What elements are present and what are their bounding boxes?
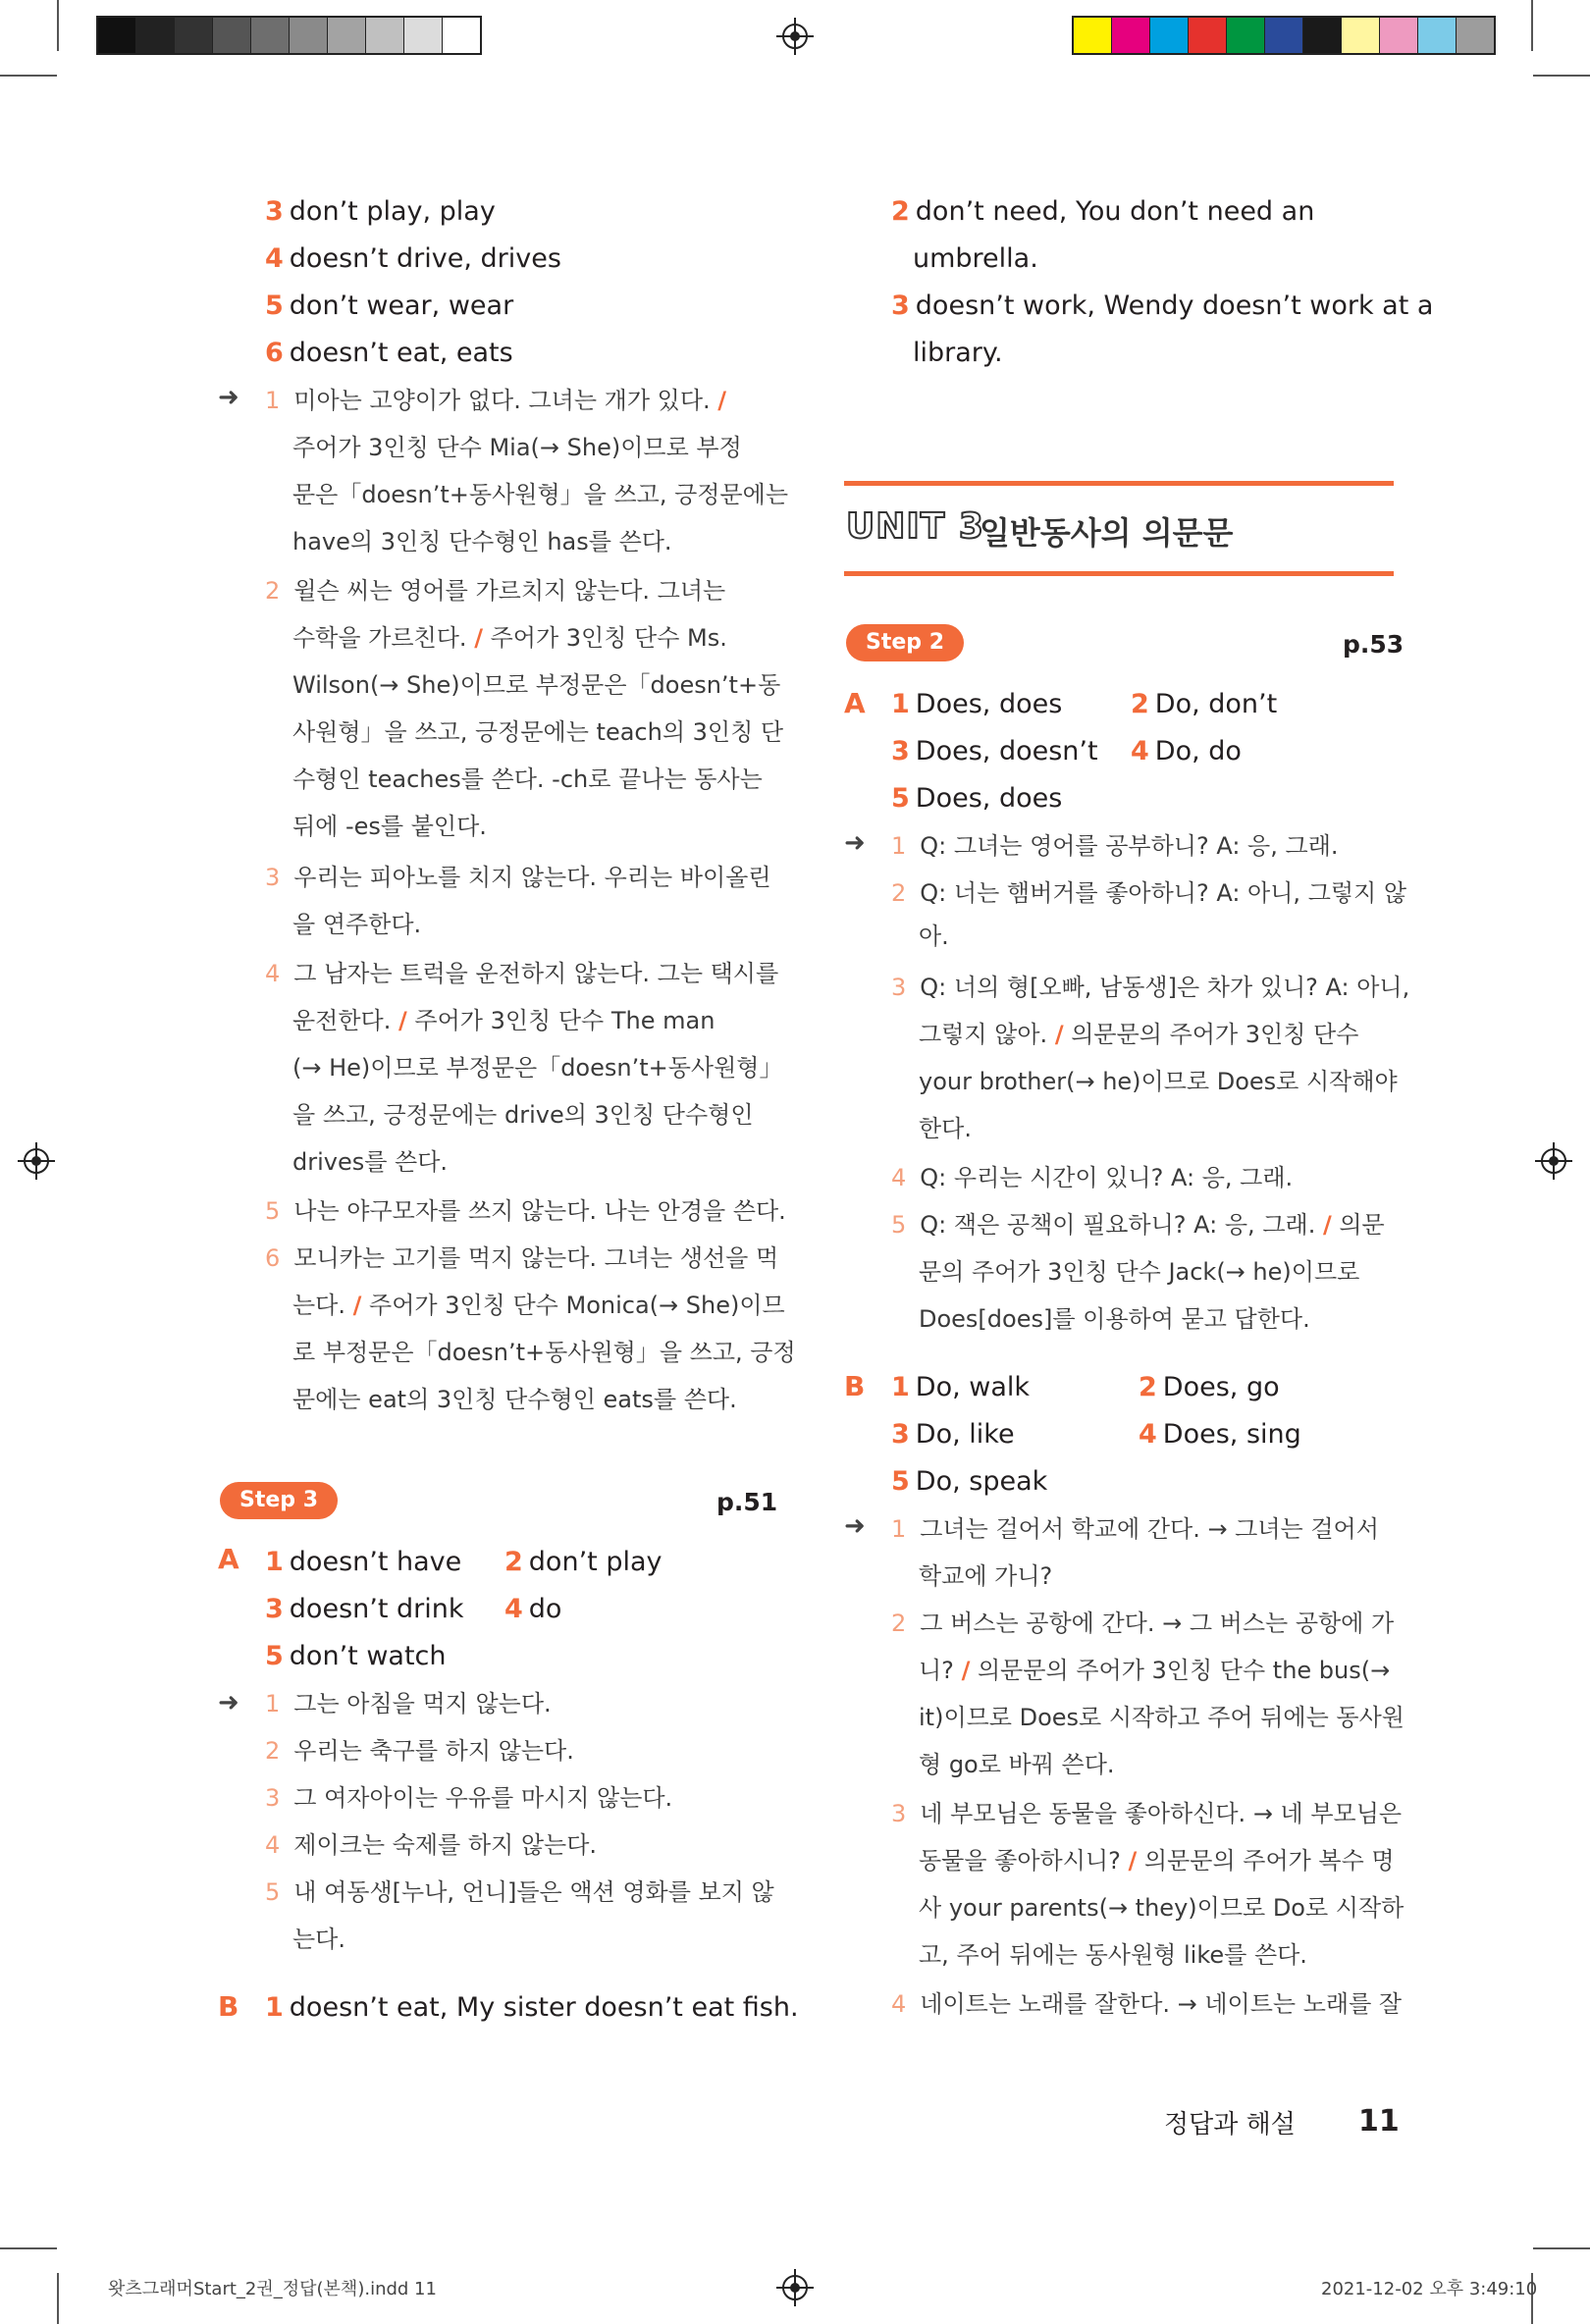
print-timestamp: 2021-12-02 오후 3:49:10 — [1321, 2279, 1538, 2299]
answer-line: 3 don’t play, play — [265, 196, 496, 227]
answer-line: 1 Does, does — [891, 689, 1063, 719]
color-swatch — [290, 18, 328, 53]
page-reference: p.53 — [1343, 630, 1404, 659]
answer-line: 4 Does, sing — [1139, 1419, 1301, 1450]
answer-line: 5 Do, speak — [891, 1466, 1048, 1497]
explanation-line: 1 Q: 그녀는 영어를 공부하니? A: 응, 그래. — [891, 832, 1339, 860]
explanation-arrow-icon: ➜ — [218, 383, 239, 412]
section-letter: B — [844, 1370, 866, 1402]
explanation-line: 한다. — [919, 1115, 972, 1142]
color-swatch — [1342, 18, 1380, 53]
explanation-line: 1 그녀는 걸어서 학교에 간다. → 그녀는 걸어서 — [891, 1515, 1379, 1543]
explanation-line: 4 그 남자는 트럭을 운전하지 않는다. 그는 택시를 — [265, 960, 779, 987]
explanation-line: 고, 주어 뒤에는 동사원형 like를 쓴다. — [919, 1941, 1307, 1969]
color-swatch — [136, 18, 175, 53]
answer-line: 3 Do, like — [891, 1419, 1015, 1450]
answer-line: 2 Do, don’t — [1131, 689, 1278, 719]
answer-line: library. — [913, 338, 1003, 368]
explanation-line: 문은「doesn’t+동사원형」을 쓰고, 긍정문에는 — [292, 481, 789, 508]
color-swatch — [1189, 18, 1227, 53]
explanation-line: (→ He)이므로 부정문은「doesn’t+동사원형」 — [292, 1054, 783, 1082]
color-swatch — [1303, 18, 1342, 53]
explanation-line: 아. — [919, 923, 949, 950]
slash-mark: / — [717, 387, 727, 414]
explanation-line: 을 쓰고, 긍정문에는 drive의 3인칭 단수형인 — [292, 1101, 754, 1129]
explanation-line: 학교에 가니? — [919, 1562, 1053, 1590]
step-badge: Step 3 — [220, 1482, 338, 1519]
explanation-line: 1 미아는 고양이가 없다. 그녀는 개가 있다. / — [265, 387, 727, 414]
answer-line: 2 Does, go — [1139, 1372, 1280, 1402]
color-swatch — [366, 18, 404, 53]
answer-line: 1 doesn’t have — [265, 1547, 462, 1577]
answer-line: 4 doesn’t drive, drives — [265, 243, 561, 274]
color-swatch — [328, 18, 366, 53]
explanation-line: Does[does]를 이용하여 묻고 답한다. — [919, 1305, 1310, 1333]
answer-line: umbrella. — [913, 243, 1038, 274]
explanation-arrow-icon: ➜ — [218, 1688, 239, 1717]
explanation-arrow-icon: ➜ — [844, 828, 866, 858]
color-swatch — [404, 18, 443, 53]
section-letter: A — [218, 1543, 239, 1575]
section-letter: B — [218, 1990, 239, 2023]
explanation-line: 4 제이크는 숙제를 하지 않는다. — [265, 1831, 598, 1859]
explanation-line: have의 3인칭 단수형인 has를 쓴다. — [292, 528, 672, 555]
explanation-line: Wilson(→ She)이므로 부정문은「doesn’t+동 — [292, 671, 781, 699]
answer-line: 5 don’t watch — [265, 1641, 447, 1671]
explanation-line: 2 그 버스는 공항에 간다. → 그 버스는 공항에 가 — [891, 1610, 1395, 1637]
explanation-line: 1 그는 아침을 먹지 않는다. — [265, 1690, 552, 1717]
explanation-line: 3 네 부모님은 동물을 좋아하신다. → 네 부모님은 — [891, 1800, 1403, 1827]
explanation-line: 4 Q: 우리는 시간이 있니? A: 응, 그래. — [891, 1164, 1294, 1191]
step-badge: Step 2 — [846, 624, 964, 661]
unit-bottom-rule — [844, 571, 1394, 576]
explanation-line: 2 윌슨 씨는 영어를 가르치지 않는다. 그녀는 — [265, 577, 726, 605]
process-color-bar — [1072, 16, 1496, 55]
color-swatch — [251, 18, 290, 53]
answer-line: 5 Does, does — [891, 783, 1063, 814]
explanation-line: 2 Q: 너는 햄버거를 좋아하니? A: 아니, 그렇지 않 — [891, 879, 1407, 907]
answer-line: 4 do — [504, 1594, 562, 1624]
answer-line: 4 Do, do — [1131, 736, 1242, 766]
explanation-line: 니? / 의문문의 주어가 3인칭 단수 the bus(→ — [919, 1657, 1391, 1684]
color-swatch — [1457, 18, 1494, 53]
answer-line: 3 doesn’t work, Wendy doesn’t work at a — [891, 290, 1434, 321]
explanation-line: 문에는 eat의 3인칭 단수형인 eats를 쓴다. — [292, 1386, 737, 1413]
explanation-line: 동물을 좋아하시니? / 의문문의 주어가 복수 명 — [919, 1847, 1395, 1875]
explanation-line: 사원형」을 쓰고, 긍정문에는 teach의 3인칭 단 — [292, 718, 784, 746]
answer-line: 5 don’t wear, wear — [265, 290, 514, 321]
explanation-line: 4 네이트는 노래를 잘한다. → 네이트는 노래를 잘 — [891, 1990, 1403, 2018]
explanation-line: 문의 주어가 3인칭 단수 Jack(→ he)이므로 — [919, 1258, 1360, 1286]
color-swatch — [98, 18, 136, 53]
color-swatch — [213, 18, 251, 53]
explanation-line: 수형인 teaches를 쓴다. -ch로 끝나는 동사는 — [292, 766, 763, 793]
explanation-line: it)이므로 Does로 시작하고 주어 뒤에는 동사원 — [919, 1704, 1404, 1731]
explanation-line: 수학을 가르친다. / 주어가 3인칭 단수 Ms. — [292, 624, 727, 652]
grayscale-color-bar — [96, 16, 482, 55]
answer-line: 3 doesn’t drink — [265, 1594, 464, 1624]
registration-mark-icon — [1541, 1148, 1566, 1174]
explanation-line: 는다. / 주어가 3인칭 단수 Monica(→ She)이므 — [292, 1292, 785, 1319]
unit-top-rule — [844, 481, 1394, 486]
explanation-line: drives를 쓴다. — [292, 1148, 449, 1176]
color-swatch — [443, 18, 480, 53]
registration-mark-icon — [24, 1148, 49, 1174]
explanation-line: 3 Q: 너의 형[오빠, 남동생]은 차가 있니? A: 아니, — [891, 974, 1410, 1001]
explanation-line: 을 연주한다. — [292, 911, 422, 938]
answer-line: 2 don’t play — [504, 1547, 662, 1577]
answer-line: 3 Does, doesn’t — [891, 736, 1098, 766]
color-swatch — [1112, 18, 1150, 53]
color-swatch — [1380, 18, 1418, 53]
print-file-name: 왓츠그래머Start_2권_정답(본책).indd 11 — [108, 2279, 437, 2299]
explanation-line: 6 모니카는 고기를 먹지 않는다. 그녀는 생선을 먹 — [265, 1244, 779, 1272]
explanation-line: 는다. — [292, 1926, 345, 1953]
registration-mark-icon — [782, 24, 808, 49]
explanation-line: your brother(→ he)이므로 Does로 시작해야 — [919, 1068, 1398, 1095]
explanation-line: 5 Q: 잭은 공책이 필요하니? A: 응, 그래. / 의문 — [891, 1211, 1385, 1239]
explanation-line: 2 우리는 축구를 하지 않는다. — [265, 1737, 574, 1765]
explanation-line: 3 우리는 피아노를 치지 않는다. 우리는 바이올린 — [265, 864, 771, 891]
color-swatch — [1265, 18, 1303, 53]
color-swatch — [1227, 18, 1265, 53]
explanation-line: 사 your parents(→ they)이므로 Do로 시작하 — [919, 1894, 1404, 1922]
color-swatch — [1150, 18, 1189, 53]
explanation-line: 5 내 여동생[누나, 언니]들은 액션 영화를 보지 않 — [265, 1878, 774, 1906]
answer-line: 6 doesn’t eat, eats — [265, 338, 513, 368]
answer-line: 1 Do, walk — [891, 1372, 1031, 1402]
explanation-line: 형 go로 바꿔 쓴다. — [919, 1751, 1115, 1778]
color-swatch — [1074, 18, 1112, 53]
explanation-line: 3 그 여자아이는 우유를 마시지 않는다. — [265, 1784, 673, 1812]
answer-line: 1 doesn’t eat, My sister doesn’t eat fish. — [265, 1992, 799, 2023]
registration-mark-icon — [782, 2275, 808, 2300]
page-reference: p.51 — [716, 1488, 778, 1516]
page-number: 11 — [1358, 2104, 1400, 2139]
section-letter: A — [844, 687, 866, 719]
color-swatch — [1418, 18, 1457, 53]
page-footer-label: 정답과 해설 — [1164, 2110, 1296, 2139]
answer-line: 2 don’t need, You don’t need an — [891, 196, 1315, 227]
unit-title: 일반동사의 의문문 — [980, 514, 1234, 552]
explanation-arrow-icon: ➜ — [844, 1511, 866, 1541]
explanation-line: 주어가 3인칭 단수 Mia(→ She)이므로 부정 — [292, 434, 742, 461]
explanation-line: 로 부정문은「doesn’t+동사원형」을 쓰고, 긍정 — [292, 1339, 796, 1366]
explanation-line: 뒤에 -es를 붙인다. — [292, 813, 487, 840]
explanation-line: 5 나는 야구모자를 쓰지 않는다. 나는 안경을 쓴다. — [265, 1197, 786, 1225]
explanation-line: 운전한다. / 주어가 3인칭 단수 The man — [292, 1007, 716, 1034]
color-swatch — [175, 18, 213, 53]
explanation-line: 그렇지 않아. / 의문문의 주어가 3인칭 단수 — [919, 1021, 1359, 1048]
unit-label: UNIT 3 — [846, 506, 984, 547]
